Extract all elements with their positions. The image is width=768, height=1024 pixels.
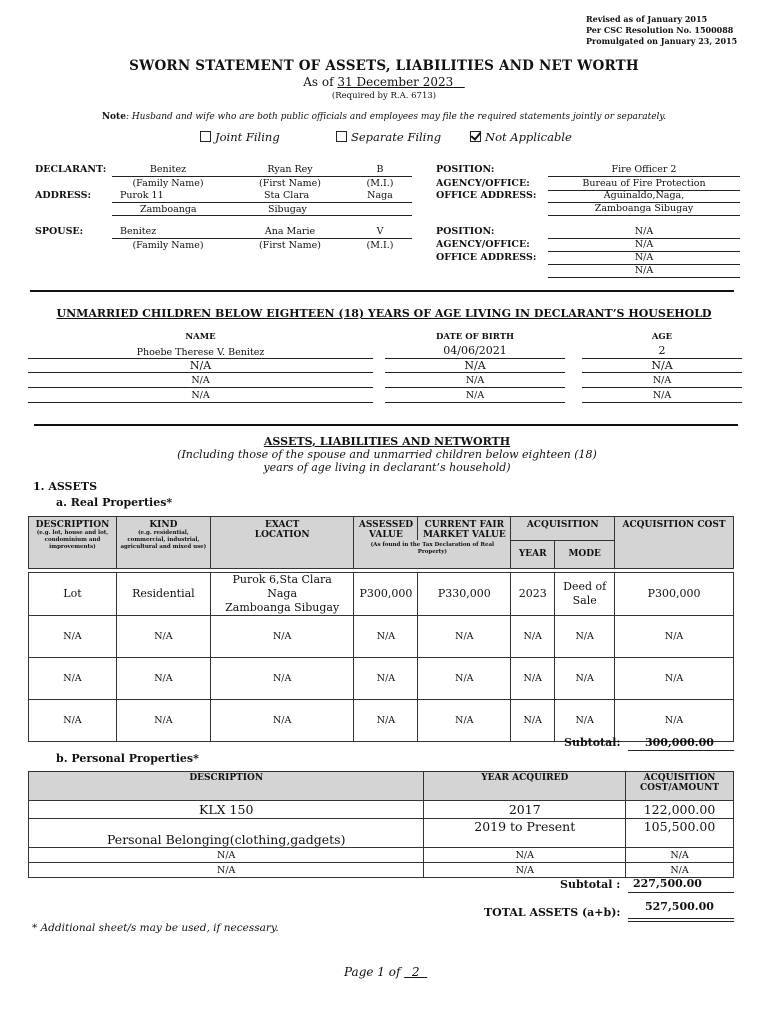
declarant-label: DECLARANT:: [35, 164, 107, 175]
spouse-mi-caption: (M.I.): [366, 240, 394, 251]
spouse-agency-label: AGENCY/OFFICE:: [436, 239, 530, 250]
real-col-year: YEAR: [511, 540, 555, 568]
page-label: Page 1 of: [344, 965, 401, 979]
declarant-first-name: Ryan Rey: [267, 164, 313, 175]
child-name: N/A: [189, 359, 212, 372]
table-row: Lot Residential Purok 6,Sta Clara Naga Zamboanga Sibugay P300,000 P330,000 2023 Deed of Sale P300,000: [29, 572, 734, 615]
table-row: N/A N/A N/A: [29, 863, 734, 878]
agency-label: AGENCY/OFFICE:: [436, 178, 530, 189]
personal-col-year: YEAR ACQUIRED: [424, 772, 626, 801]
child-age: 2: [658, 344, 666, 357]
spouse-mi: V: [376, 226, 384, 237]
revision-info: [586, 14, 737, 47]
spouse-first-name: Ana Marie: [264, 226, 316, 237]
table-row: N/A N/A N/A N/A N/A N/A N/A N/A: [29, 657, 734, 699]
not-applicable-option[interactable]: [470, 130, 572, 144]
real-col-kind: KIND (e.g. residential, commercial, industrial, agricultural and mixed use): [116, 517, 210, 569]
resolution-text: Per CSC Resolution No. 1500088: [586, 25, 734, 35]
note-line: [0, 112, 768, 122]
spouse-family-name-caption: (Family Name): [132, 240, 204, 251]
child-age: N/A: [652, 390, 672, 401]
page-title: SWORN STATEMENT OF ASSETS, LIABILITIES AND NET WORTH: [129, 58, 639, 74]
table-row: N/A N/A N/A: [29, 848, 734, 863]
first-name-caption: (First Name): [259, 178, 321, 189]
not-applicable-checkbox-checked[interactable]: [470, 131, 481, 142]
alnw-subtitle-1: (Including those of the spouse and unmarried children below eighteen (18): [177, 448, 597, 461]
note-label: Note: [101, 112, 126, 122]
spouse-position-label: POSITION:: [436, 226, 495, 237]
personal-subtotal-value: 227,500.00: [633, 877, 702, 890]
personal-col-cost: ACQUISITION COST/AMOUNT: [626, 772, 734, 801]
children-col-age: AGE: [651, 332, 673, 342]
spouse-first-name-caption: (First Name): [259, 240, 321, 251]
required-note: (Required by R.A. 6713): [331, 91, 437, 101]
position-label: POSITION:: [436, 164, 495, 175]
table-row: N/A N/A N/A N/A N/A N/A N/A N/A: [29, 699, 734, 741]
assets-heading: 1. ASSETS: [33, 480, 98, 493]
address-barangay: Sta Clara: [264, 190, 310, 201]
real-col-fair-value: CURRENT FAIR MARKET VALUE: [418, 517, 511, 541]
address-label: ADDRESS:: [35, 190, 92, 201]
additional-sheets-note: * Additional sheet/s may be used, if necessary.: [32, 922, 279, 934]
child-name: N/A: [191, 390, 210, 401]
child-dob: N/A: [465, 375, 485, 386]
page-total: 2: [411, 965, 420, 979]
personal-col-description: DESCRIPTION: [29, 772, 424, 801]
child-name: N/A: [191, 375, 210, 386]
as-of-date: 31 December 2023: [337, 75, 454, 89]
separate-filing-label: Separate Filing: [351, 130, 442, 144]
total-assets-value: 527,500.00: [645, 900, 714, 913]
office-address-label: OFFICE ADDRESS:: [436, 190, 537, 201]
separate-filing-checkbox[interactable]: [336, 131, 347, 142]
real-col-location: EXACT LOCATION: [210, 517, 354, 569]
joint-filing-checkbox[interactable]: [200, 131, 211, 142]
address-municipality: Naga: [367, 190, 393, 201]
children-col-name: NAME: [185, 332, 216, 342]
section-divider-2: [34, 424, 738, 426]
note-text: : Husband and wife who are both public officials and employees may file the required statements jointly or separately.: [125, 112, 667, 122]
real-col-mode: MODE: [555, 540, 615, 568]
position-value: Fire Officer 2: [611, 164, 677, 175]
real-col-description: DESCRIPTION (e.g. lot, house and lot, condominium and improvements): [29, 517, 117, 569]
child-name: Phoebe Therese V. Benitez: [136, 347, 265, 358]
as-of-label: As of: [303, 75, 334, 89]
real-subtotal-label: Subtotal:: [564, 736, 621, 749]
not-applicable-label: Not Applicable: [485, 130, 572, 144]
as-of-line: [0, 75, 768, 89]
spouse-label: SPOUSE:: [35, 226, 84, 237]
spouse-office-address-line1: N/A: [634, 252, 654, 263]
child-age: N/A: [652, 375, 672, 386]
separate-filing-option[interactable]: [336, 130, 441, 144]
joint-filing-option[interactable]: [200, 130, 280, 144]
child-dob: N/A: [465, 390, 485, 401]
children-col-dob: DATE OF BIRTH: [435, 332, 515, 342]
personal-properties-heading: b. Personal Properties*: [56, 752, 199, 765]
office-address-line2: Zamboanga Sibugay: [594, 203, 694, 214]
real-properties-heading: a. Real Properties*: [56, 496, 173, 509]
tax-declaration-note: (As found in the Tax Declaration of Real Property): [354, 540, 511, 568]
section-divider: [30, 290, 734, 292]
alnw-title: ASSETS, LIABILITIES AND NETWORTH: [263, 435, 511, 448]
table-row: Personal Belonging(clothing,gadgets) 2019 to Present 105,500.00: [29, 819, 734, 848]
spouse-family-name: Benitez: [120, 226, 157, 237]
personal-properties-table: [28, 771, 734, 878]
child-dob: 04/06/2021: [443, 344, 507, 357]
spouse-agency-value: N/A: [634, 239, 654, 250]
office-address-line1: Aguinaldo,Naga,: [603, 190, 685, 201]
total-assets-label: TOTAL ASSETS (a+b):: [484, 906, 621, 919]
address-purok: Purok 11: [120, 190, 164, 201]
revised-text: Revised as of January 2015: [586, 14, 708, 24]
real-col-acquisition: ACQUISITION: [511, 517, 615, 541]
personal-subtotal-label: Subtotal :: [560, 878, 621, 891]
spouse-office-address-label: OFFICE ADDRESS:: [436, 252, 537, 263]
address-province-a: Zamboanga: [140, 204, 197, 215]
table-row: N/A N/A N/A N/A N/A N/A N/A N/A: [29, 615, 734, 657]
child-age: N/A: [651, 359, 673, 372]
child-dob: N/A: [464, 359, 486, 372]
real-subtotal-value: 300,000.00: [645, 736, 714, 749]
spouse-office-address-line2: N/A: [634, 265, 654, 276]
promulgated-text: Promulgated on January 23, 2015: [586, 36, 738, 46]
joint-filing-label: Joint Filing: [215, 130, 280, 144]
real-col-cost: ACQUISITION COST: [615, 517, 734, 569]
page-number: [344, 965, 427, 979]
real-col-assessed: ASSESSED VALUE: [354, 517, 418, 541]
mi-caption: (M.I.): [366, 178, 394, 189]
children-section-title: UNMARRIED CHILDREN BELOW EIGHTEEN (18) YEARS OF AGE LIVING IN DECLARANT’S HOUSEHOLD: [56, 307, 712, 320]
declarant-family-name: Benitez: [149, 164, 187, 175]
table-row: KLX 150 2017 122,000.00: [29, 801, 734, 819]
agency-value: Bureau of Fire Protection: [582, 178, 706, 189]
family-name-caption: (Family Name): [132, 178, 204, 189]
declarant-mi: B: [376, 164, 384, 175]
real-properties-table: [28, 516, 734, 742]
alnw-subtitle-2: years of age living in declarant’s household): [263, 461, 511, 474]
spouse-position-value: N/A: [634, 226, 654, 237]
address-province-b: Sibugay: [268, 204, 307, 215]
